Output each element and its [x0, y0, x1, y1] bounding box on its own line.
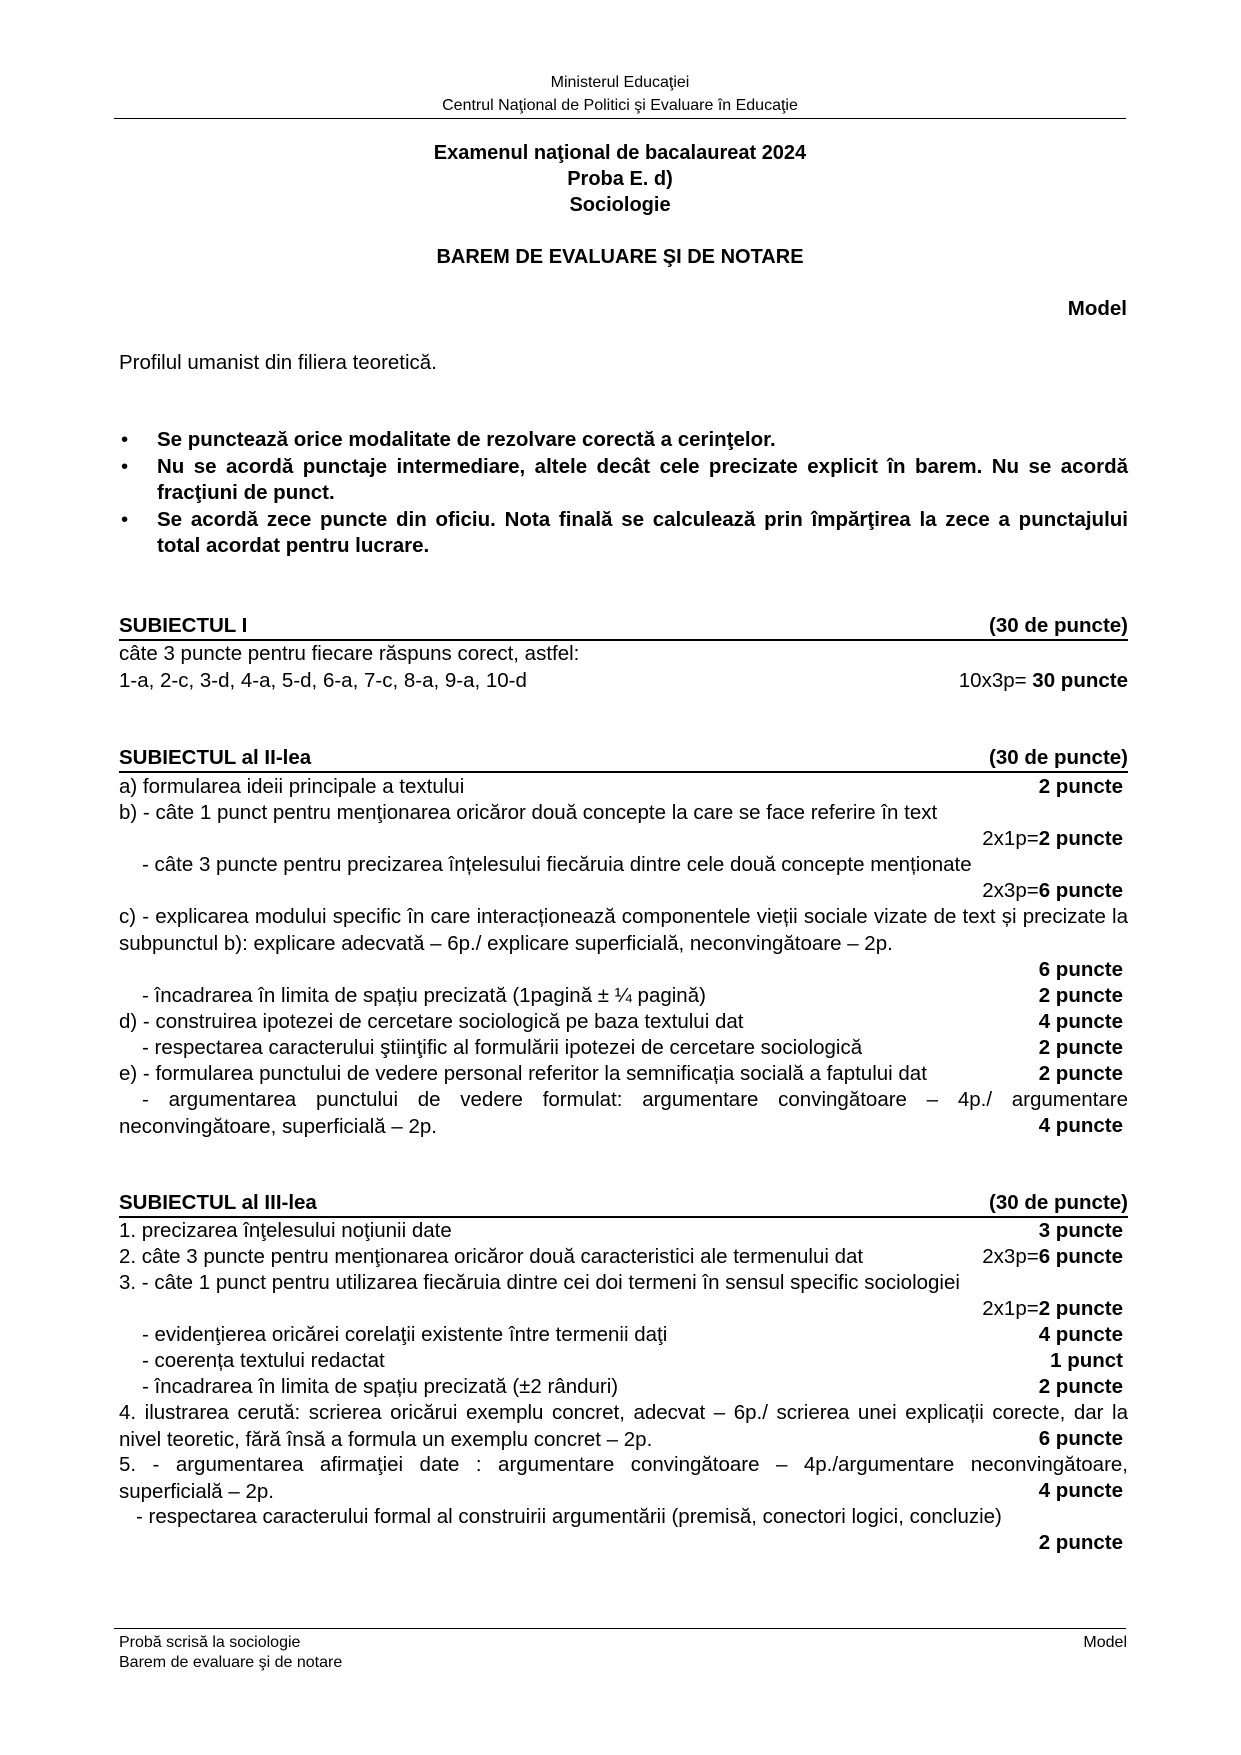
rule-item: • Se punctează orice modalitate de rezolvare corectă a cerinţelor. [121, 428, 776, 451]
s3-item-2: 2. câte 3 puncte pentru menţionarea oricăror două caracteristici ale termenului dat 2x3p=6 puncte [119, 1245, 1123, 1268]
section-2-points: (30 de puncte) [989, 746, 1128, 769]
s2-item-a: a) formularea ideii principale a textului 2 puncte [119, 775, 1123, 798]
profile-text: Profilul umanist din filiera teoretică. [119, 351, 437, 374]
s1-instruction: câte 3 puncte pentru fiecare răspuns corect, astfel: [119, 642, 580, 665]
s2-item-d1: d) - construirea ipotezei de cercetare sociologică pe baza textului dat 4 puncte [119, 1010, 1123, 1033]
model-label: Model [1067, 297, 1127, 320]
exam-proba: Proba E. d) [567, 168, 673, 190]
section-1-title: SUBIECTUL I [119, 614, 248, 637]
section-2-heading [119, 745, 1128, 773]
barem-title: BAREM DE EVALUARE ŞI DE NOTARE [436, 246, 804, 268]
s2-item-d2: - respectarea caracterului ştiinţific al formulării ipotezei de cercetare sociologică 2 puncte [142, 1036, 1123, 1059]
s3-item-3a: 3. - câte 1 punct pentru utilizarea fiecăruia dintre cei doi termeni în sensul specific sociologiei [119, 1271, 960, 1294]
header-divider [114, 118, 1126, 119]
s3-item-1: 1. precizarea înţelesului noţiunii date 3 puncte [119, 1219, 1123, 1242]
s2-item-c2: - încadrarea în limita de spațiu precizată (1pagină ± ¼ pagină) 2 puncte [142, 984, 1123, 1007]
footer-line-1: Probă scrisă la sociologie [119, 1634, 301, 1651]
s1-total: 10x3p= 30 puncte [958, 669, 1128, 692]
s3-item-3c: - coerența textului redactat 1 punct [142, 1349, 1123, 1372]
footer-model: Model [1083, 1634, 1127, 1651]
section-3-points: (30 de puncte) [989, 1191, 1128, 1214]
s2-item-e2: - argumentarea punctului de vedere formulat: argumentare convingătoare – 4p./ argumentare neconvingătoare, superficială – 2p. [119, 1088, 1128, 1138]
s2-item-c1: c) - explicarea modului specific în care interacționează componentele vieții sociale vizate de text și precizate la subpunctul b): explicare adecvată – 6p./ explicare superficială, neconvingătoare – 2p. [119, 905, 1128, 955]
s2-item-e1: e) - formularea punctului de vedere personal referitor la semnificația socială a faptului dat 2 puncte [119, 1062, 1123, 1085]
footer-line-2: Barem de evaluare şi de notare [119, 1654, 343, 1671]
s2-item-b2: - câte 3 puncte pentru precizarea înțelesului fiecăruia dintre cele două concepte menționate [142, 853, 972, 876]
section-3-title: SUBIECTUL al III-lea [119, 1191, 317, 1214]
s3-item-3b: - evidenţierea oricărei corelaţii existente între termenii daţi 4 puncte [142, 1323, 1123, 1346]
ministry-header: Ministerul Educaţiei [550, 74, 690, 91]
s3-item-5a: 5. - argumentarea afirmaţiei date : argumentare convingătoare – 4p./argumentare neconvingătoare, superficială – 2p. [119, 1453, 1128, 1503]
section-1-points: (30 de puncte) [989, 614, 1128, 637]
s3-item-4: 4. ilustrarea cerută: scrierea oricărui exemplu concret, adecvat – 6p./ scrierea unei explicații corecte, dar la nivel teoretic, fără însă a formula un exemplu concret – 2p. [119, 1401, 1128, 1451]
exam-subject: Sociologie [569, 194, 671, 216]
rules-list [119, 427, 1128, 560]
section-2-title: SUBIECTUL al II-lea [119, 746, 312, 769]
section-1-heading [119, 613, 1128, 641]
footer-divider [114, 1628, 1126, 1629]
rule-item: • Se acordă zece puncte din oficiu. Nota finală se calculează prin împărţirea la zece a punctajului total acordat pentru lucrare. [121, 507, 1128, 557]
s1-answers: 1-a, 2-c, 3-d, 4-a, 5-d, 6-a, 7-c, 8-a, 9-a, 10-d 10x3p= 30 puncte [119, 668, 1128, 695]
exam-title: Examenul naţional de bacalaureat 2024 [433, 142, 807, 164]
s3-item-3d: - încadrarea în limita de spațiu precizată (±2 rânduri) 2 puncte [142, 1375, 1123, 1398]
s2-item-b1: b) - câte 1 punct pentru menţionarea oricăror două concepte la care se face referire în text [119, 801, 938, 824]
section-3-heading [119, 1190, 1128, 1218]
center-header: Centrul Naţional de Politici şi Evaluare în Educaţie [442, 97, 798, 114]
rule-item: • Nu se acordă punctaje intermediare, altele decât cele precizate explicit în barem. Nu se acordă fracţiuni de punct. [121, 454, 1128, 504]
s3-item-5b: - respectarea caracterului formal al construirii argumentării (premisă, conectori logici, concluzie) [136, 1505, 1002, 1528]
